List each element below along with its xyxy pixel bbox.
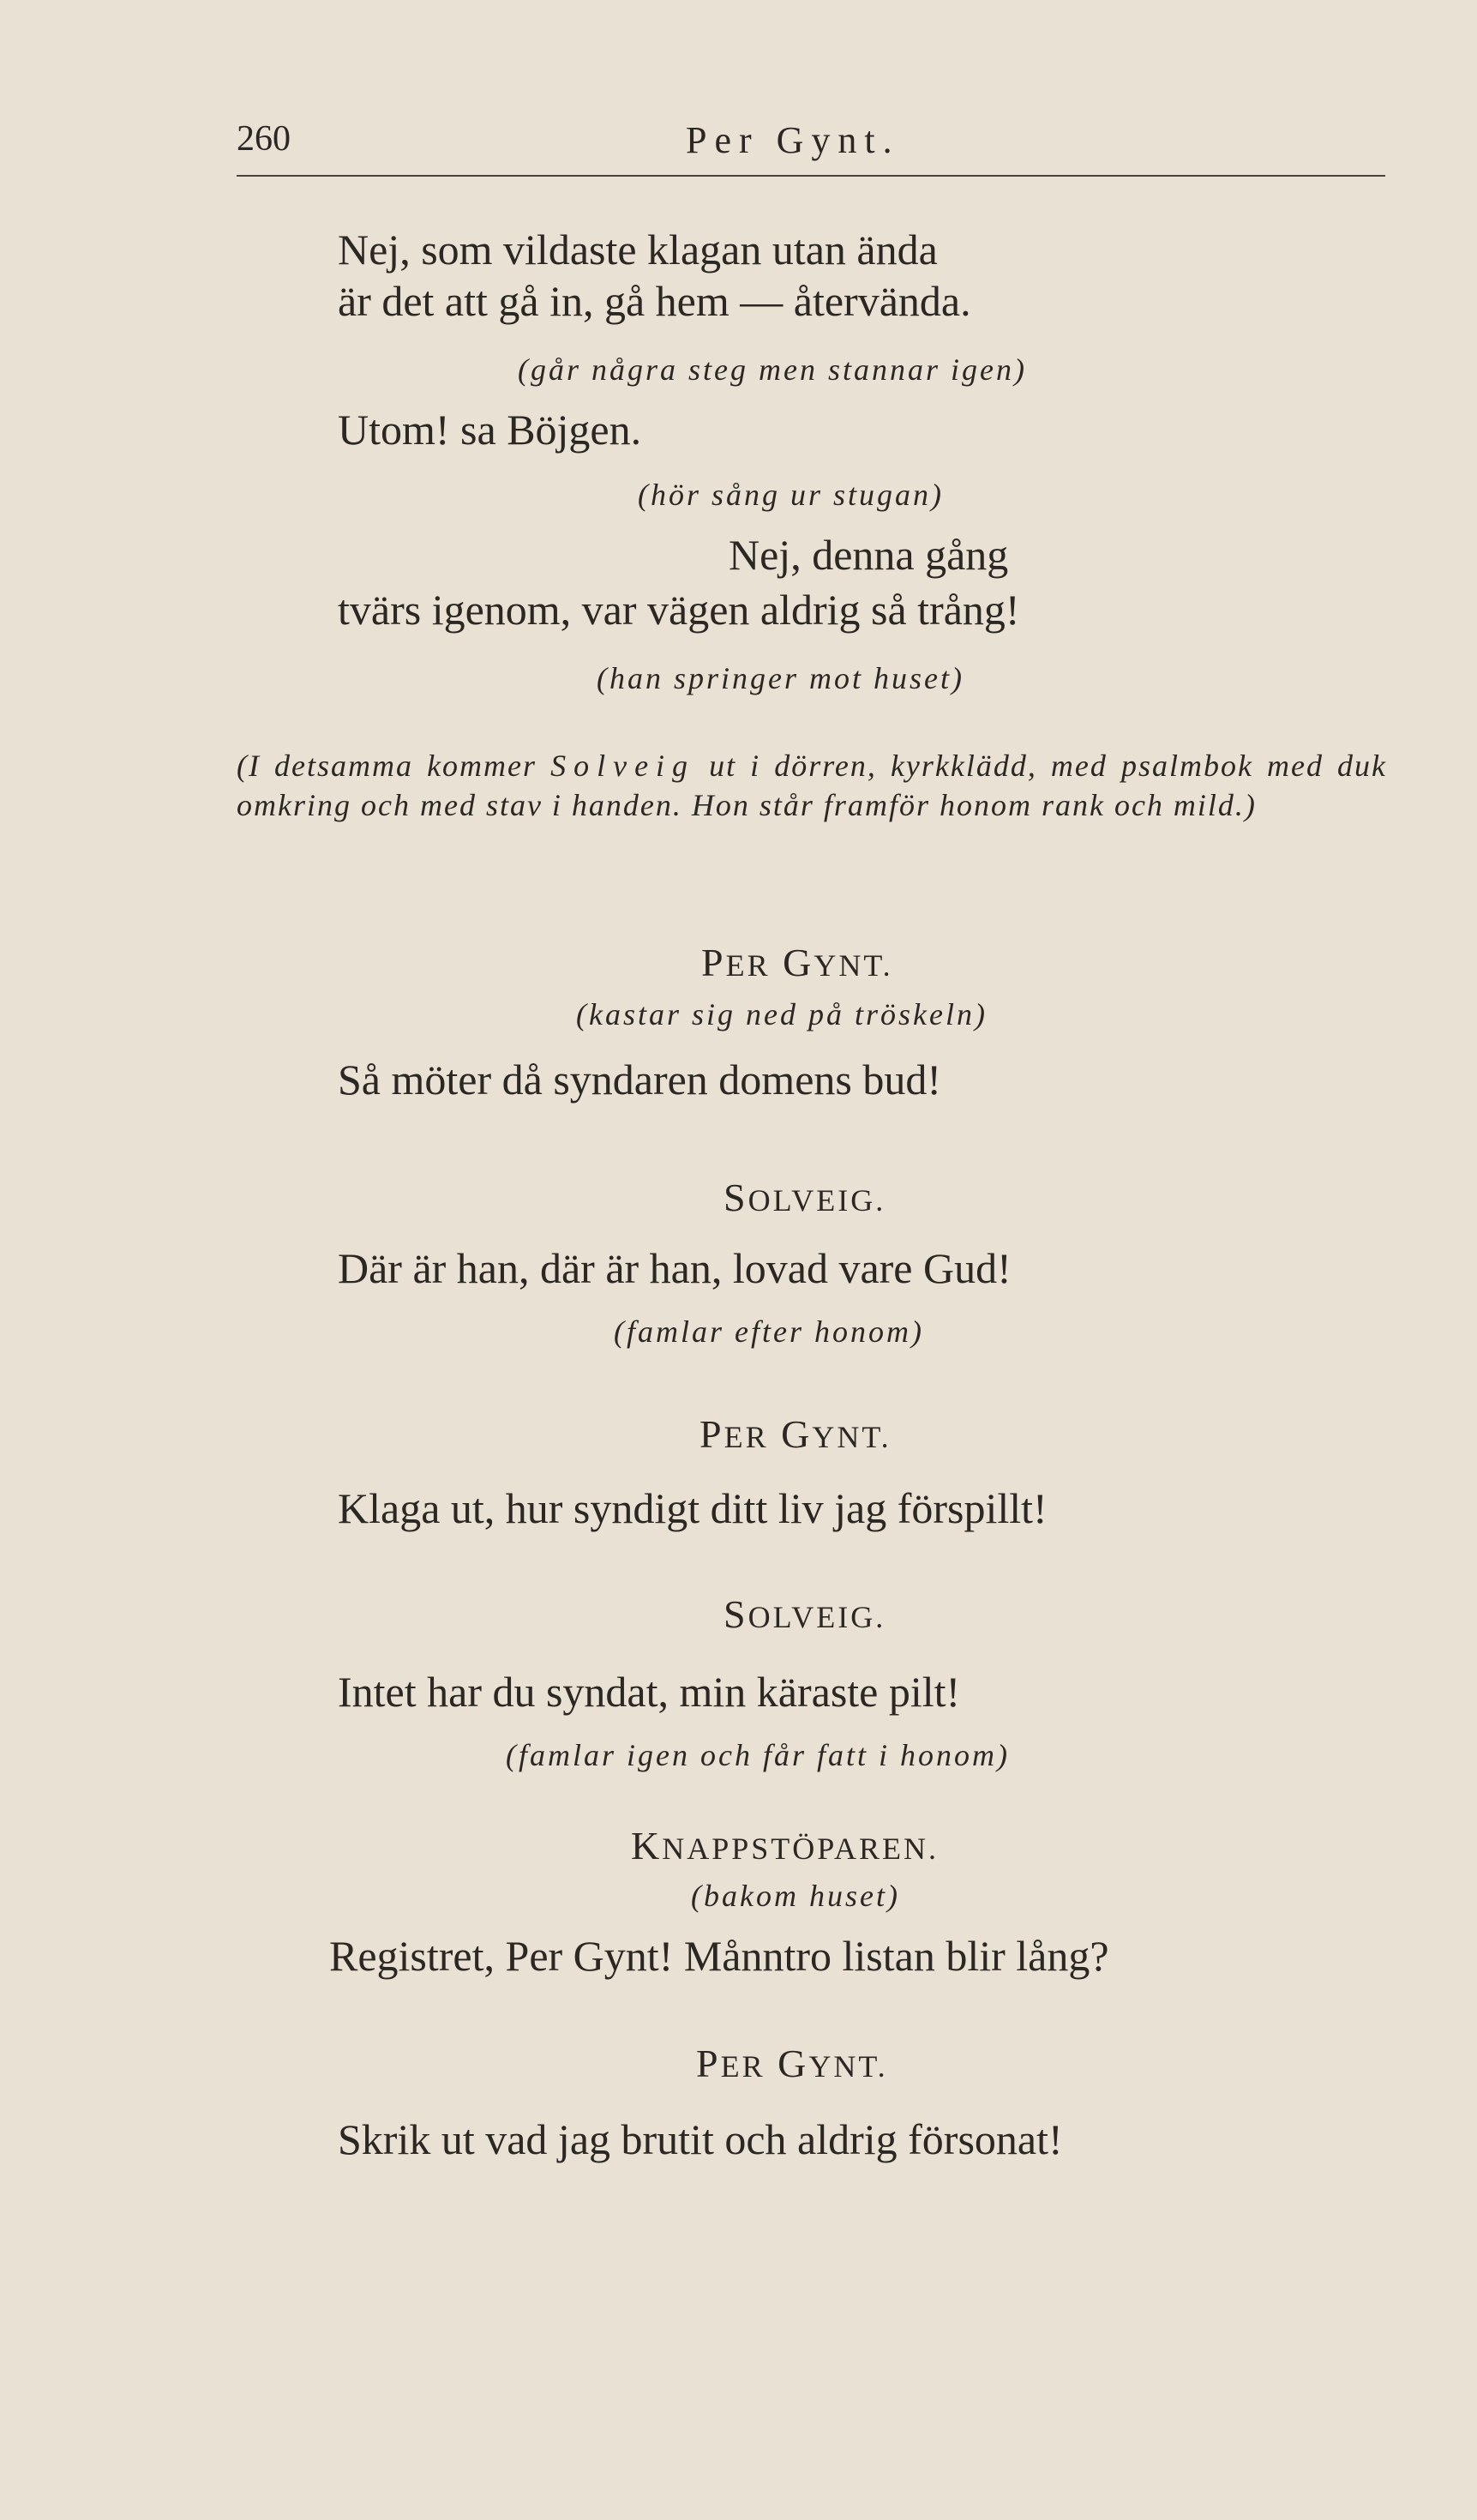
stage-direction: (hör sång ur stugan) [638,478,945,512]
stage-direction: (kastar sig ned på tröskeln) [576,997,988,1031]
speaker-cap: G [770,941,814,984]
stage-direction: (går några steg men stannar igen) [518,352,1027,387]
verse-line: Klaga ut, hur syndigt ditt liv jag förspillt! [338,1484,1048,1532]
speaker-name [631,1823,939,1868]
verse-line: Nej, som vildaste klagan utan ända [338,226,938,274]
speaker-cap: P [701,941,726,984]
speaker-cap: G [765,2042,809,2085]
verse-line: Där är han, där är han, lovad vare Gud! [338,1244,1012,1292]
stage-block-part: ut i dörren, kyrkklädd, med psalmbok med duk omkring och med stav i handen. Hon står framför honom rank och mild.) [237,749,1387,822]
speaker-small-caps: YNT. [808,2049,888,2084]
speaker-cap: P [699,1412,724,1456]
stage-block-part: (I detsamma kommer [237,749,551,783]
stage-direction: (bakom huset) [691,1879,900,1913]
speaker-small-caps: YNT. [812,1420,892,1454]
speaker-small-caps: ER [723,1420,769,1454]
speaker-name [701,940,893,985]
verse-line: Skrik ut vad jag brutit och aldrig försonat! [338,2115,1063,2163]
stage-direction-block [237,746,1387,825]
speaker-name [723,1175,886,1220]
verse-line: Intet har du syndat, min käraste pilt! [338,1668,961,1716]
verse-line: Nej, denna gång [729,531,1009,579]
speaker-small-caps: OLVEIG. [748,1600,886,1634]
verse-line: Så möter då syndaren domens bud! [338,1056,942,1104]
speaker-small-caps: ER [720,2049,766,2084]
stage-block-name: Solveig [550,749,696,783]
verse-line: är det att gå in, gå hem — återvända. [338,277,971,325]
stage-direction: (famlar efter honom) [614,1314,924,1349]
verse-line: Registret, Per Gynt! Månntro listan blir lång? [329,1932,1109,1980]
speaker-small-caps: ER [725,948,771,983]
speaker-name [699,1411,892,1457]
speaker-cap: G [768,1412,813,1456]
header-rule [237,175,1385,177]
speaker-name [723,1591,886,1637]
running-title: Per Gynt. [686,119,900,161]
speaker-name [696,2041,888,2086]
speaker-cap: S [723,1592,748,1636]
speaker-small-caps: YNT. [814,948,893,983]
verse-line: Utom! sa Böjgen. [338,406,642,454]
speaker-cap: K [631,1824,663,1867]
speaker-cap: S [723,1176,748,1219]
verse-line: tvärs igenom, var vägen aldrig så trång! [338,586,1020,634]
speaker-small-caps: OLVEIG. [748,1183,886,1218]
stage-direction: (famlar igen och får fatt i honom) [506,1738,1010,1772]
speaker-cap: P [696,2042,721,2085]
speaker-small-caps: NAPPSTÖPAREN. [662,1831,939,1866]
page-number: 260 [237,119,291,159]
stage-direction: (han springer mot huset) [597,661,964,695]
